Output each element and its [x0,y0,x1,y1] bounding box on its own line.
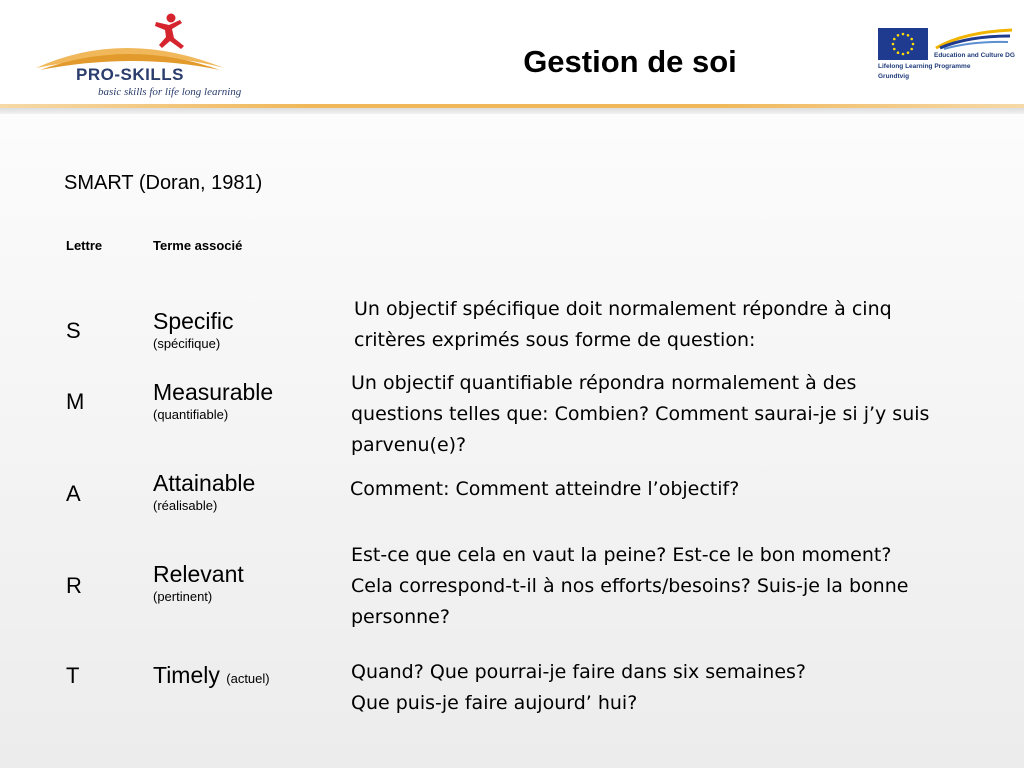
logo-name: PRO-SKILLS [76,65,184,84]
logo-tagline: basic skills for life long learning [98,86,242,98]
term-english: Specific [153,308,234,334]
term-french: (quantifiable) [153,407,229,422]
term-english: Relevant [153,561,244,587]
description-line: parvenu(e)? [351,434,467,456]
description-line: Que puis-je faire aujourd’ hui? [351,692,638,714]
eu-lifelong-learning-logo [878,28,1018,88]
term-english: Attainable [153,470,256,496]
description-line: Cela correspond-t-il à nos efforts/besoins? Suis-je la bonne [351,575,909,597]
description-line: Comment: Comment atteindre l’objectif? [350,478,740,500]
slide-subtitle: SMART (Doran, 1981) [64,172,263,194]
term-english: Timely [153,662,220,688]
description-line: Un objectif spécifique doit normalement répondre à cinq [354,298,892,320]
lifelong-learning-wave-icon [934,28,1014,50]
row-letter: R [66,573,82,598]
term-french: (réalisable) [153,498,218,513]
eu-flag-icon [878,28,928,60]
row-description [351,368,1001,461]
description-line: critères exprimés sous forme de question: [354,329,756,351]
row-term [153,561,244,604]
term-french: (actuel) [226,671,270,686]
term-french: (pertinent) [153,589,213,604]
term-english-with-french [153,662,270,689]
eu-dg-label: Education and Culture DG [934,52,1015,59]
row-letter: S [66,318,81,343]
eu-programme-label: Lifelong Learning Programme [878,63,971,70]
description-line: Quand? Que pourrai-je faire dans six semaines? [351,661,807,683]
description-line: personne? [351,606,450,628]
row-term [153,470,255,513]
description-line: Un objectif quantifiable répondra normalement à des [351,372,857,394]
row-description [351,540,1001,633]
row-term [153,379,273,422]
header-bar [0,0,1024,104]
description-line: questions telles que: Combien? Comment saurai-je si j’y suis [351,403,930,425]
page-title: Gestion de soi [523,44,737,79]
eu-grundtvig-label: Grundtvig [878,73,910,80]
row-term [153,662,270,689]
term-french: (spécifique) [153,336,221,351]
row-term [153,308,234,351]
term-english: Measurable [153,379,274,405]
description-line: Est-ce que cela en vaut la peine? Est-ce le bon moment? [351,544,892,566]
row-description [350,474,1000,505]
row-letter: M [66,389,85,414]
pro-skills-logo [34,8,249,100]
header-divider-shadow [0,108,1024,114]
column-header-letter: Lettre [66,238,103,253]
row-description [351,657,1001,719]
column-header-term: Terme associé [153,238,243,253]
row-letter: A [66,481,81,506]
row-description [354,294,1004,356]
row-letter: T [66,663,80,688]
